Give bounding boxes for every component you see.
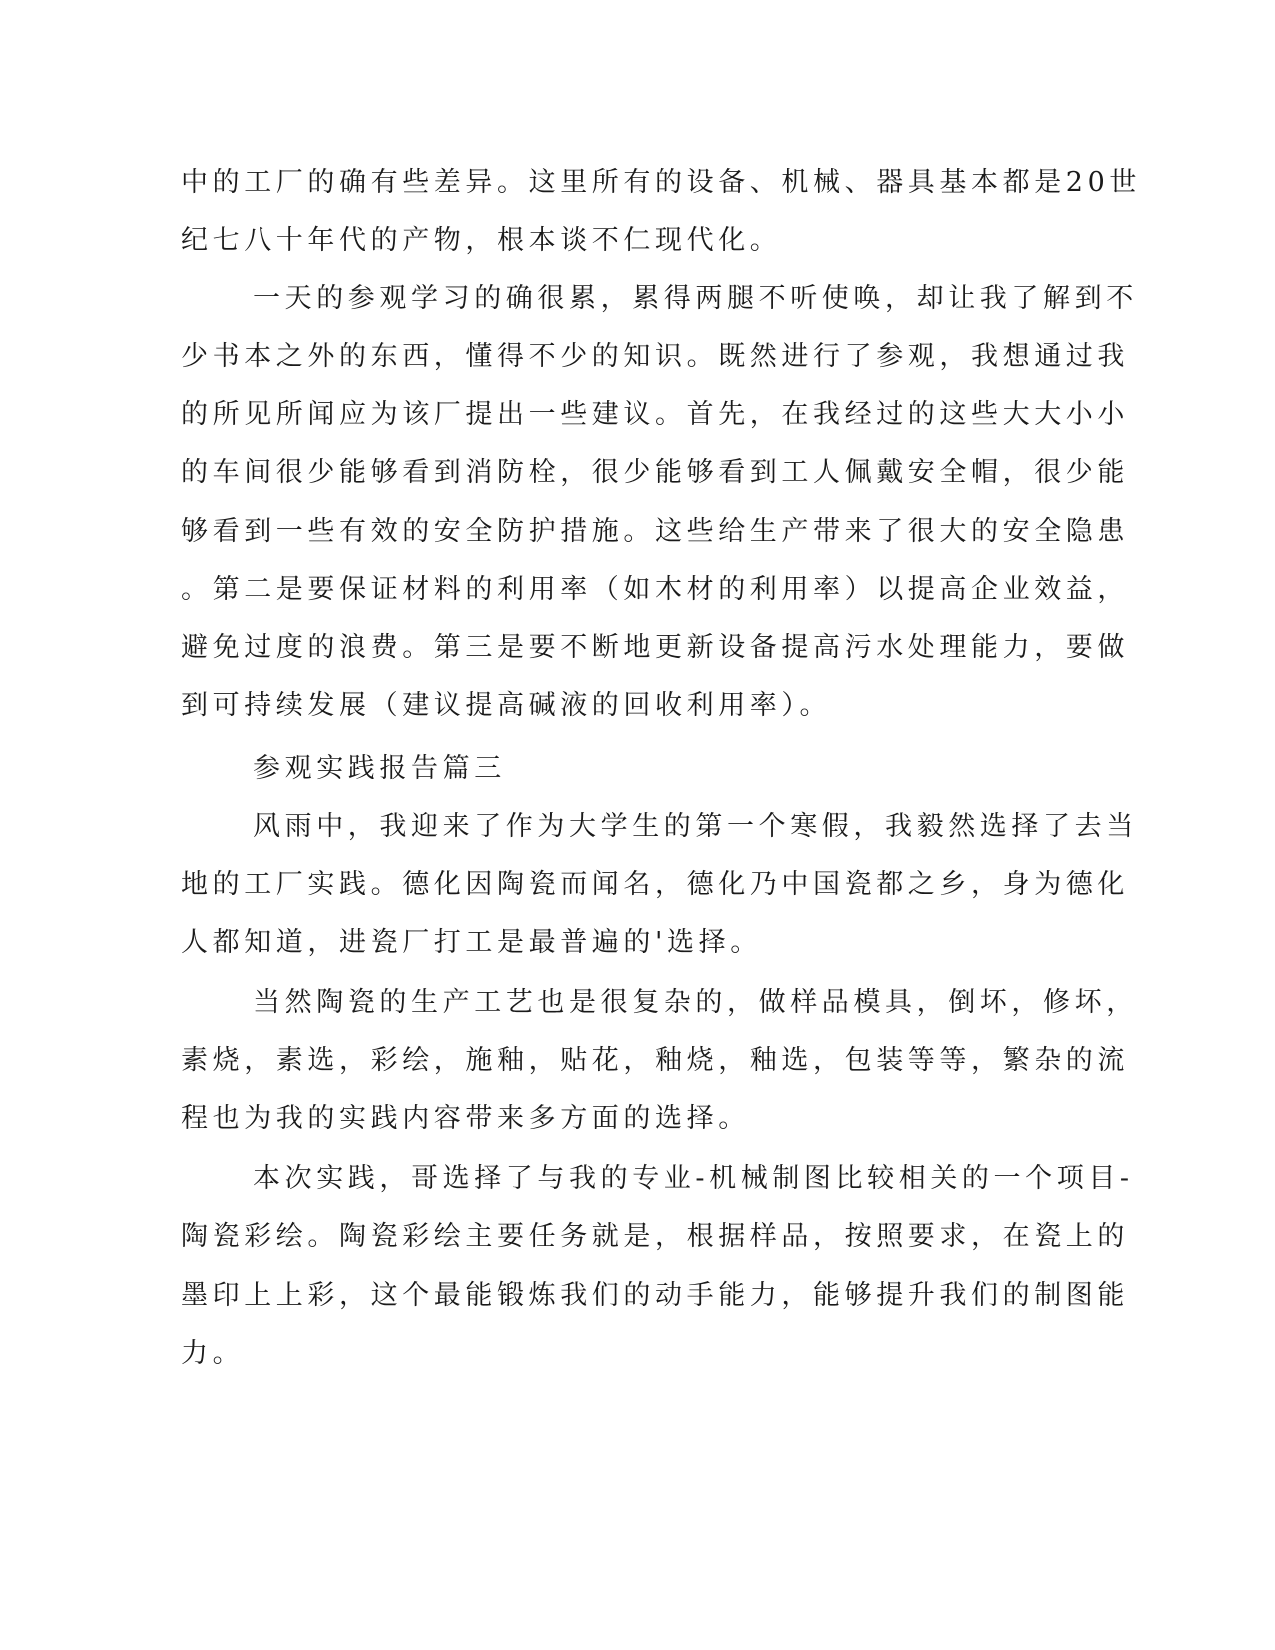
text-line: 。第二是要保证材料的利用率（如木材的利用率）以提高企业效益， — [181, 574, 1129, 605]
text-line: 墨印上上彩，这个最能锻炼我们的动手能力，能够提升我们的制图能 — [181, 1280, 1129, 1311]
text-line: 人都知道，进瓷厂打工是最普遍的'选择。 — [181, 927, 762, 958]
paragraph-first-line: 本次实践，哥选择了与我的专业-机械制图比较相关的一个项目- — [253, 1163, 1134, 1194]
paragraph-first-line: 当然陶瓷的生产工艺也是很复杂的，做样品模具，倒坏，修坏， — [253, 987, 1138, 1018]
text-line: 力。 — [181, 1338, 245, 1369]
paragraph-first-line: 风雨中，我迎来了作为大学生的第一个寒假，我毅然选择了去当 — [253, 811, 1138, 842]
text-line: 纪七八十年代的产物，根本谈不仁现代化。 — [181, 225, 782, 256]
text-line: 少书本之外的东西，懂得不少的知识。既然进行了参观，我想通过我 — [181, 341, 1129, 372]
text-line: 避免过度的浪费。第三是要不断地更新设备提高污水处理能力，要做 — [181, 632, 1129, 663]
text-line: 的车间很少能够看到消防栓，很少能够看到工人佩戴安全帽，很少能 — [181, 457, 1129, 488]
text-line: 素烧，素选，彩绘，施釉，贴花，釉烧，釉选，包装等等，繁杂的流 — [181, 1045, 1129, 1076]
section-heading: 参观实践报告篇三 — [253, 753, 506, 784]
paragraph-first-line: 一天的参观学习的确很累，累得两腿不听使唤，却让我了解到不 — [253, 283, 1138, 314]
text-line: 中的工厂的确有些差异。这里所有的设备、机械、器具基本都是20世 — [181, 167, 1141, 198]
text-line: 够看到一些有效的安全防护措施。这些给生产带来了很大的安全隐患 — [181, 516, 1129, 547]
text-line: 的所见所闻应为该厂提出一些建议。首先，在我经过的这些大大小小 — [181, 399, 1129, 430]
text-line: 到可持续发展（建议提高碱液的回收利用率）。 — [181, 690, 832, 721]
text-line: 陶瓷彩绘。陶瓷彩绘主要任务就是，根据样品，按照要求，在瓷上的 — [181, 1221, 1129, 1252]
text-line: 地的工厂实践。德化因陶瓷而闻名，德化乃中国瓷都之乡，身为德化 — [181, 869, 1129, 900]
text-line: 程也为我的实践内容带来多方面的选择。 — [181, 1103, 750, 1134]
